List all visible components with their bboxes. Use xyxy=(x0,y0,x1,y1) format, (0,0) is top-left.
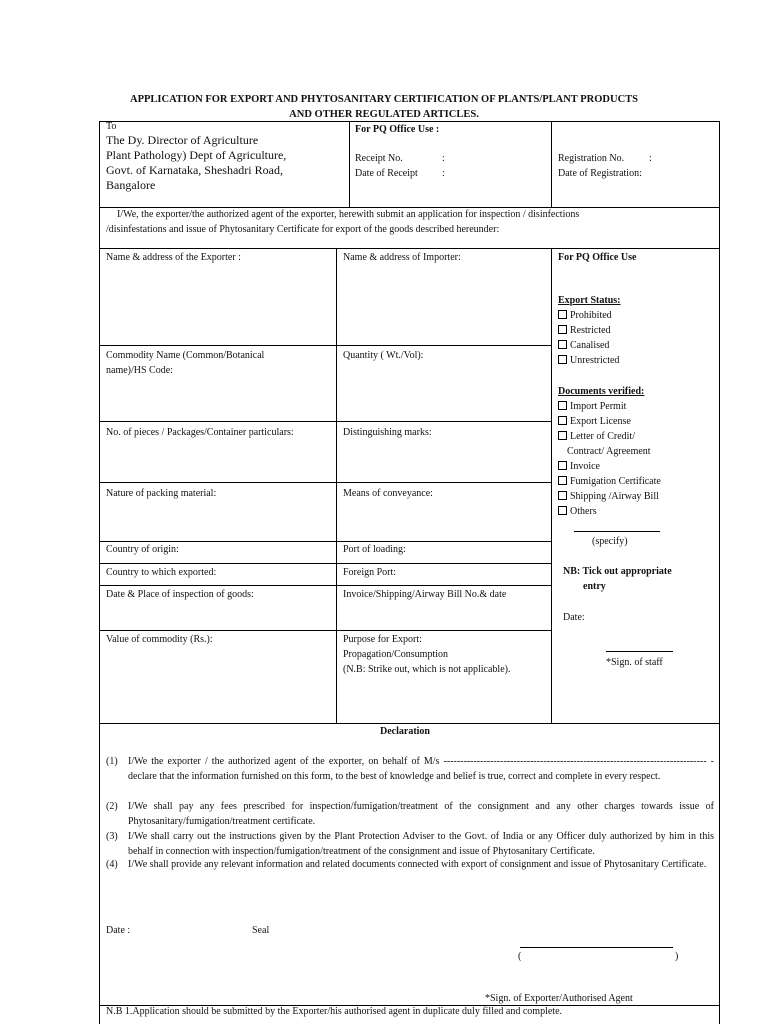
declaration-heading: Declaration xyxy=(380,726,430,737)
addressee-line2: Plant Pathology) Dept of Agriculture, xyxy=(106,148,287,162)
marks-label: Distinguishing marks: xyxy=(343,427,432,438)
value-label: Value of commodity (Rs.): xyxy=(106,634,213,645)
addressee-line3: Govt. of Karnataka, Sheshadri Road, xyxy=(106,163,283,177)
declaration-item-1 xyxy=(106,754,714,799)
doc-shipping-bill[interactable] xyxy=(558,489,659,504)
rule-row-6 xyxy=(99,585,552,586)
doc-import-permit[interactable] xyxy=(558,399,626,414)
country-exported-label: Country to which exported: xyxy=(106,567,217,578)
rule-header-divider-1 xyxy=(349,121,350,207)
declaration-item-1-number: (1) xyxy=(106,756,118,767)
doc-export-license-label: Export License xyxy=(570,416,631,427)
declaration-item-4 xyxy=(106,857,714,887)
declaration-item-3-text: I/We shall carry out the instructions given by the Plant Protection Adviser to the Govt. of India or any Officer duly authorized by him in this behalf in connection with inspection/fumigation/treatment of the consignment and issue of Phytosanitary Certificate. xyxy=(128,831,714,857)
checkbox-icon xyxy=(558,325,567,334)
registration-no-label: Registration No. xyxy=(558,153,625,164)
status-canalised[interactable] xyxy=(558,338,609,353)
purpose-label-line1: Purpose for Export: xyxy=(343,634,422,645)
doc-letter-of-credit-label: Letter of Credit/ xyxy=(570,431,635,442)
status-prohibited-label: Prohibited xyxy=(570,310,612,321)
sign-exporter-label: *Sign. of Exporter/Authorised Agent xyxy=(485,993,633,1004)
sign-of-staff-label: *Sign. of staff xyxy=(606,657,663,668)
checkbox-icon xyxy=(558,401,567,410)
declaration-item-4-text: I/We shall provide any relevant information and related documents connected with export of consignment and issue of Phytosanitary Certificate. xyxy=(128,859,707,870)
rule-right xyxy=(719,121,720,1024)
registration-no-colon: : xyxy=(649,153,652,164)
doc-invoice[interactable] xyxy=(558,459,600,474)
exporter-sign-line[interactable] xyxy=(520,947,673,948)
addressee-line4: Bangalore xyxy=(106,178,156,192)
checkbox-icon xyxy=(558,355,567,364)
checkbox-icon xyxy=(558,310,567,319)
port-loading-label: Port of loading: xyxy=(343,544,406,555)
checkbox-icon xyxy=(558,461,567,470)
doc-fumigation-certificate[interactable] xyxy=(558,474,661,489)
nb-tick-line2: entry xyxy=(583,581,606,592)
name-paren-close: ) xyxy=(675,951,679,962)
rule-grid-col2 xyxy=(551,248,552,723)
purpose-label-line3: (N.B: Strike out, which is not applicable). xyxy=(343,664,511,675)
status-prohibited[interactable] xyxy=(558,308,612,323)
pq-side-heading: For PQ Office Use xyxy=(558,252,637,263)
doc-export-license[interactable] xyxy=(558,414,631,429)
rule-left xyxy=(99,121,100,1024)
commodity-label-line1: Commodity Name (Common/Botanical xyxy=(106,350,265,361)
rule-row-2 xyxy=(99,421,552,422)
declaration-item-2 xyxy=(106,799,714,829)
rule-row-5 xyxy=(99,563,552,564)
declaration-item-3 xyxy=(106,829,714,859)
declaration-date-label: Date : xyxy=(106,925,131,936)
importer-label: Name & address of Importer: xyxy=(343,252,461,263)
date-of-receipt-colon: : xyxy=(442,168,445,179)
quantity-label: Quantity ( Wt./Vol): xyxy=(343,350,424,361)
addressee-to: To xyxy=(106,121,117,132)
nb-tick-line1: NB: Tick out appropriate xyxy=(563,566,672,577)
form-title-line2: AND OTHER REGULATED ARTICLES. xyxy=(289,109,479,120)
specify-underline[interactable] xyxy=(574,531,660,532)
doc-import-permit-label: Import Permit xyxy=(570,401,627,412)
documents-verified-heading: Documents verified: xyxy=(558,386,645,397)
staff-sign-line[interactable] xyxy=(606,651,673,652)
doc-invoice-label: Invoice xyxy=(570,461,600,472)
rule-grid-col1 xyxy=(336,248,337,723)
doc-letter-of-credit[interactable] xyxy=(558,429,635,444)
pieces-label: No. of pieces / Packages/Container particulars: xyxy=(106,427,294,438)
pq-office-use-heading: For PQ Office Use : xyxy=(355,124,440,135)
conveyance-label: Means of conveyance: xyxy=(343,488,433,499)
purpose-label-line2: Propagation/Consumption xyxy=(343,649,448,660)
exporter-label: Name & address of the Exporter : xyxy=(106,252,241,263)
export-status-heading: Export Status: xyxy=(558,295,621,306)
receipt-no-colon: : xyxy=(442,153,445,164)
checkbox-icon xyxy=(558,491,567,500)
declaration-item-3-number: (3) xyxy=(106,831,118,842)
rule-header-divider-2 xyxy=(551,121,552,207)
checkbox-icon xyxy=(558,476,567,485)
invoice-label: Invoice/Shipping/Airway Bill No.& date xyxy=(343,589,507,600)
doc-shipping-label: Shipping /Airway Bill xyxy=(570,491,659,502)
origin-label: Country of origin: xyxy=(106,544,179,555)
declaration-item-2-text: I/We shall pay any fees prescribed for inspection/fumigation/treatment of the consignment and any other charges towards issue of Phytosanitary/fumigation/treatment certificate. xyxy=(128,801,714,827)
packing-label: Nature of packing material: xyxy=(106,488,217,499)
declaration-seal-label: Seal xyxy=(252,925,270,936)
name-paren-open: ( xyxy=(518,951,522,962)
date-of-receipt-label: Date of Receipt xyxy=(355,168,418,179)
rule-row-1 xyxy=(99,345,552,346)
date-of-registration-label: Date of Registration: xyxy=(558,168,642,179)
commodity-label-line2: name)/HS Code: xyxy=(106,365,173,376)
intro-line2: /disinfestations and issue of Phytosanitary Certificate for export of the goods described hereunder: xyxy=(106,224,500,235)
receipt-no-label: Receipt No. xyxy=(355,153,403,164)
doc-fumigation-label: Fumigation Certificate xyxy=(570,476,661,487)
rule-intro-bottom xyxy=(99,248,720,249)
rule-row-7 xyxy=(99,630,552,631)
declaration-item-1-text: I/We the exporter / the authorized agent of the exporter, on behalf of M/s ------------------------------------------------------------------------------- -declare that the information furnished on this form, to the best of knowledge and belief is true, correct and complete in every respect. xyxy=(128,756,714,782)
footer-nb: N.B 1.Application should be submitted by the Exporter/his authorised agent in duplicate duly filled and complete. xyxy=(106,1006,563,1017)
status-canalised-label: Canalised xyxy=(570,340,610,351)
inspection-label: Date & Place of inspection of goods: xyxy=(106,589,254,600)
declaration-item-4-number: (4) xyxy=(106,859,118,870)
intro-line1: I/We, the exporter/the authorized agent of the exporter, herewith submit an application for inspection / disinfections xyxy=(117,209,580,220)
rule-row-3 xyxy=(99,482,552,483)
status-unrestricted-label: Unrestricted xyxy=(570,355,620,366)
doc-credit-continuation: Contract/ Agreement xyxy=(567,446,651,457)
checkbox-icon xyxy=(558,431,567,440)
status-restricted[interactable] xyxy=(558,323,611,338)
addressee-line1: The Dy. Director of Agriculture xyxy=(106,133,259,147)
doc-others[interactable] xyxy=(558,504,597,519)
status-restricted-label: Restricted xyxy=(570,325,611,336)
declaration-item-2-number: (2) xyxy=(106,801,118,812)
checkbox-icon xyxy=(558,416,567,425)
specify-label: (specify) xyxy=(592,536,628,547)
checkbox-icon xyxy=(558,506,567,515)
form-title-line1: APPLICATION FOR EXPORT AND PHYTOSANITARY CERTIFICATION OF PLANTS/PLANT PRODUCTS xyxy=(129,94,638,105)
foreign-port-label: Foreign Port: xyxy=(343,567,397,578)
doc-others-label: Others xyxy=(570,506,597,517)
pq-date-label: Date: xyxy=(563,612,585,623)
checkbox-icon xyxy=(558,340,567,349)
status-unrestricted[interactable] xyxy=(558,353,619,368)
